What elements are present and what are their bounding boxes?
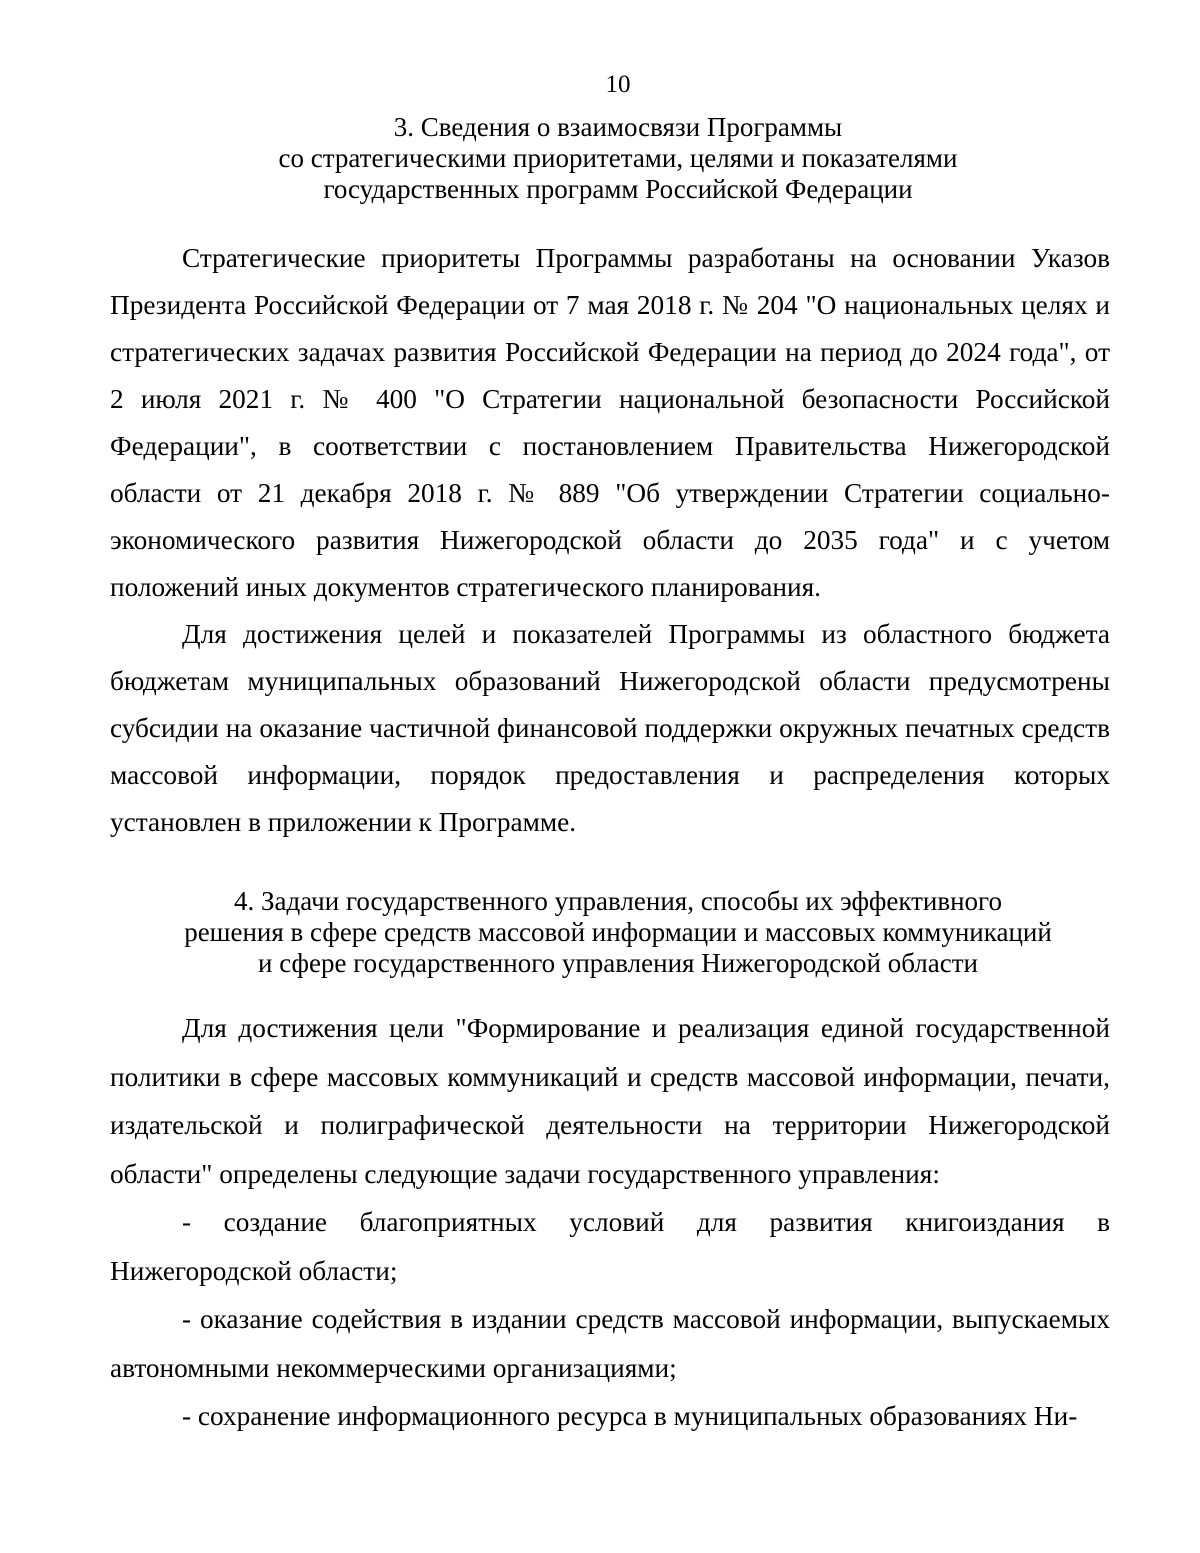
- section-4-body: [110, 1004, 1110, 1441]
- paragraph: Стратегические приоритеты Программы разработаны на основании Указов Президента Российской Федерации от 7 мая 2018 г. № 204 "О национальных целях и стратегических задачах развития Российской Федерации на период до 2024 года", от 2 июля 2021 г. № 400 "О Стратегии национальной безопасности Российской Федерации", в соответствии с постановлением Правительства Нижегородской области от 21 декабря 2018 г. № 889 "Об утверждении Стратегии социально-экономического развития Нижегородской области до 2035 года" и с учетом положений иных документов стратегического планирования.: [110, 243, 1110, 602]
- section-3-body: [110, 235, 1110, 846]
- page-number: 10: [605, 71, 631, 98]
- paragraph: Для достижения цели "Формирование и реализация единой государственной политики в сфере массовых коммуникаций и средств массовой информации, печати, издательской и полиграфической деятельности на территории Нижегородской области" определены следующие задачи государственного управления:: [110, 1013, 1110, 1189]
- list-item: - создание благоприятных условий для развития книгоиздания в Нижегородской области;: [110, 1207, 1110, 1286]
- heading-line: решения в сфере средств массовой информации и массовых коммуникаций: [184, 917, 1052, 947]
- heading-line: 3. Сведения о взаимосвязи Программы: [393, 112, 843, 142]
- heading-line: со стратегическими приоритетами, целями и показателями: [278, 143, 958, 173]
- section-4-heading: [0, 886, 1200, 979]
- heading-line: 4. Задачи государственного управления, способы их эффективного: [234, 886, 1002, 916]
- heading-line: и сфере государственного управления Нижегородской области: [258, 948, 978, 978]
- heading-line: государственных программ Российской Федерации: [323, 174, 913, 204]
- paragraph: Для достижения целей и показателей Программы из областного бюджета бюджетам муниципальных образований Нижегородской области предусмотрены субсидии на оказание частичной финансовой поддержки окружных печатных средств массовой информации, порядок предоставления и распределения которых установлен в приложении к Программе.: [110, 619, 1110, 837]
- section-3-heading: [0, 112, 1200, 205]
- list-item: - сохранение информационного ресурса в муниципальных образованиях Ни-: [182, 1401, 1078, 1431]
- list-item: - оказание содействия в издании средств массовой информации, выпускаемых автономными некоммерческими организациями;: [110, 1304, 1110, 1383]
